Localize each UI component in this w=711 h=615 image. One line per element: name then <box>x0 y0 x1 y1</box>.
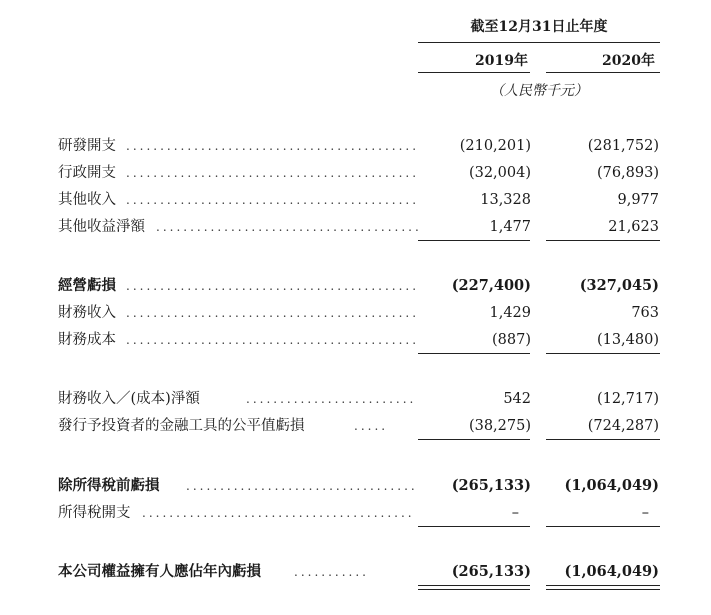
table-row-subtotal <box>58 276 668 296</box>
row-label: 其他收入 <box>58 192 116 208</box>
value-2019: 13,328 <box>480 192 531 208</box>
table-row <box>58 217 668 237</box>
value-2020: (1,064,049) <box>564 563 659 580</box>
leader-dots: ........................................... <box>126 333 420 347</box>
leader-dots: ........... <box>294 565 369 579</box>
value-2020: (76,893) <box>596 165 659 181</box>
value-2019: (265,133) <box>451 563 531 580</box>
subtotal-rule-2019 <box>418 353 530 354</box>
period-header-rule <box>418 42 660 43</box>
total-double-rule-2019 <box>418 585 530 590</box>
value-2019: (32,004) <box>468 165 531 181</box>
year-2019-header: 2019年 <box>475 53 528 69</box>
row-label: 財務收入 <box>58 305 116 321</box>
leader-dots: ........................................... <box>126 279 420 293</box>
value-2019: (227,400) <box>451 277 531 294</box>
row-label: 研發開支 <box>58 138 116 154</box>
value-2020: (724,287) <box>587 418 659 434</box>
row-label: 財務收入／(成本)淨額 <box>58 391 200 407</box>
table-row <box>58 163 668 183</box>
row-label: 經營虧損 <box>58 277 116 294</box>
value-2020: (1,064,049) <box>564 477 659 494</box>
value-2019: (38,275) <box>468 418 531 434</box>
row-label: 所得稅開支 <box>58 505 131 521</box>
value-2020: 9,977 <box>617 192 659 208</box>
value-2020: (13,480) <box>596 332 659 348</box>
subtotal-rule-2020 <box>546 526 660 527</box>
leader-dots: ....................................... <box>156 220 422 234</box>
value-2019: (887) <box>492 332 531 348</box>
leader-dots: ........................................... <box>126 166 420 180</box>
table-row <box>58 330 668 350</box>
row-label: 財務成本 <box>58 332 116 348</box>
subtotal-rule-2019 <box>418 439 530 440</box>
subtotal-rule-2019 <box>418 526 530 527</box>
period-header: 截至12月31日止年度 <box>470 19 608 35</box>
value-2019: 1,429 <box>489 305 531 321</box>
value-2019: (265,133) <box>451 477 531 494</box>
table-row <box>58 303 668 323</box>
value-2020: (281,752) <box>587 138 659 154</box>
value-2020: (327,045) <box>579 277 659 294</box>
currency-unit: （人民幣千元） <box>490 83 588 99</box>
leader-dots: ........................................... <box>126 139 420 153</box>
value-2019: 1,477 <box>489 219 531 235</box>
year-2020-rule <box>546 72 660 73</box>
year-2020-header: 2020年 <box>602 53 655 69</box>
leader-dots: .................................. <box>186 479 418 493</box>
year-2019-rule <box>418 72 530 73</box>
table-row <box>58 136 668 156</box>
value-2020: (12,717) <box>596 391 659 407</box>
table-row <box>58 416 668 436</box>
leader-dots: ........................................ <box>142 506 415 520</box>
subtotal-rule-2020 <box>546 240 660 241</box>
total-double-rule-2020 <box>546 585 660 590</box>
leader-dots: ......................... <box>246 392 417 406</box>
subtotal-rule-2020 <box>546 353 660 354</box>
leader-dots: ..... <box>354 419 389 433</box>
row-label: 發行予投資者的金融工具的公平值虧損 <box>58 418 305 434</box>
value-2020: – <box>641 505 649 521</box>
table-row <box>58 190 668 210</box>
value-2019: – <box>511 505 519 521</box>
row-label: 本公司權益擁有人應佔年內虧損 <box>58 563 261 580</box>
subtotal-rule-2019 <box>418 240 530 241</box>
leader-dots: ........................................... <box>126 306 420 320</box>
value-2019: (210,201) <box>459 138 531 154</box>
leader-dots: ........................................... <box>126 193 420 207</box>
row-label: 其他收益淨額 <box>58 219 145 235</box>
table-row <box>58 503 668 523</box>
value-2020: 763 <box>631 305 659 321</box>
table-row-total <box>58 562 668 582</box>
row-label: 除所得稅前虧損 <box>58 477 160 494</box>
row-label: 行政開支 <box>58 165 116 181</box>
value-2020: 21,623 <box>608 219 659 235</box>
value-2019: 542 <box>503 391 531 407</box>
table-row-subtotal <box>58 476 668 496</box>
subtotal-rule-2020 <box>546 439 660 440</box>
table-row <box>58 389 668 409</box>
